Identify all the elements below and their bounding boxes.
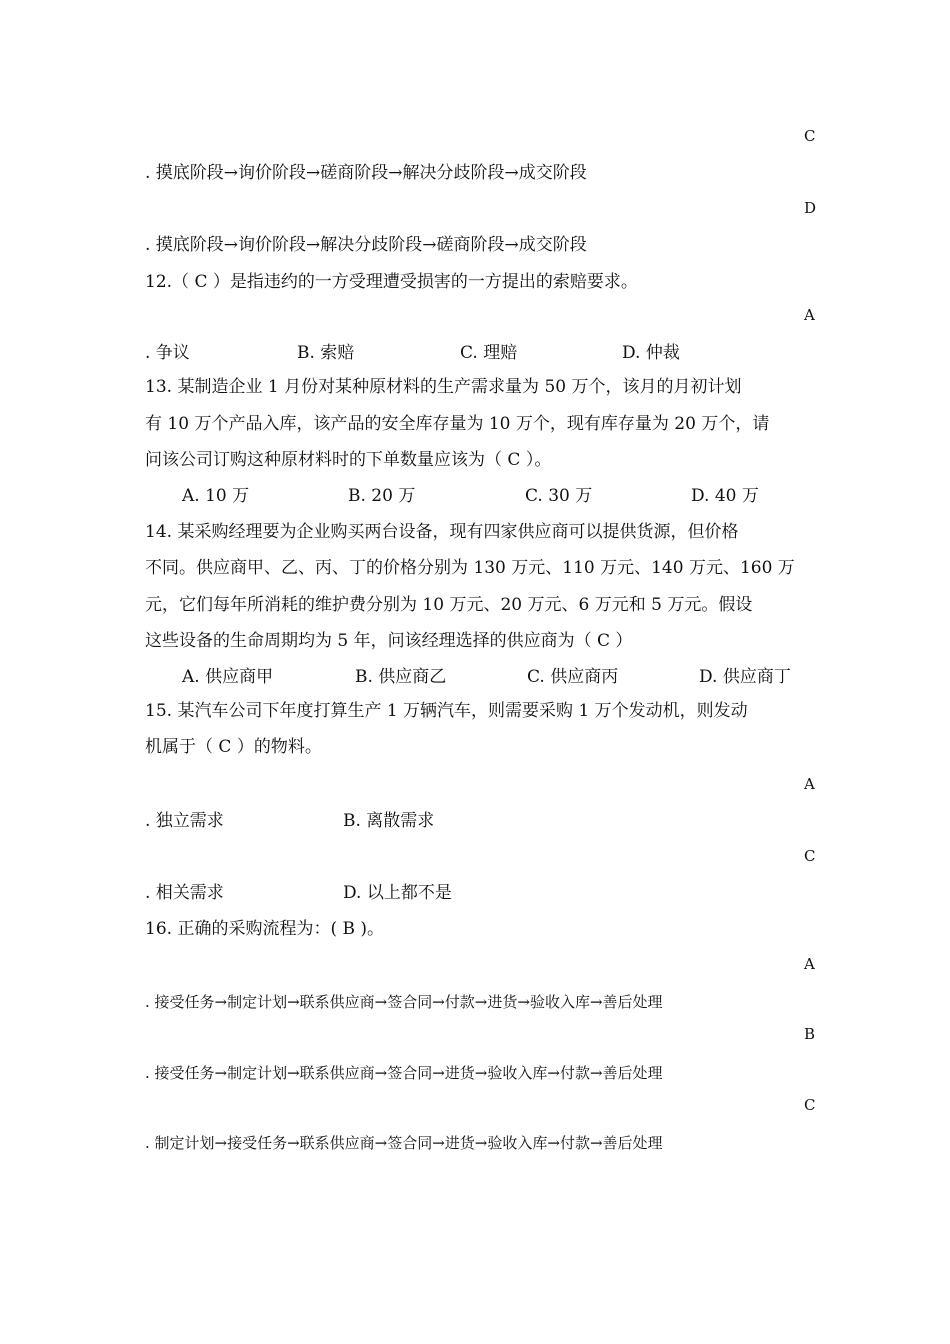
option-letter: A	[804, 306, 815, 324]
q13-option-d: D. 40 万	[691, 486, 759, 506]
q13-line-2: 有 10 万个产品入库，该产品的安全库存量为 10 万个，现有库存量为 20 万个，请	[145, 414, 770, 434]
q12-option-a: . 争议	[145, 343, 190, 363]
q14-line-1: 14. 某采购经理要为企业购买两台设备，现有四家供应商可以提供货源，但价格	[145, 522, 739, 542]
option-letter: D	[804, 199, 817, 217]
q12-option-c: C. 理赔	[460, 343, 518, 363]
q15-option-c: . 相关需求	[145, 883, 224, 903]
option-letter: C	[804, 1096, 816, 1114]
text-line: . 摸底阶段→询价阶段→解决分歧阶段→磋商阶段→成交阶段	[145, 235, 587, 255]
q14-line-2: 不同。供应商甲、乙、丙、丁的价格分别为 130 万元、110 万元、140 万元、160 万	[145, 558, 795, 578]
text-line: . 摸底阶段→询价阶段→磋商阶段→解决分歧阶段→成交阶段	[145, 163, 587, 183]
q14-option-a: A. 供应商甲	[182, 667, 274, 687]
q15-option-a: . 独立需求	[145, 811, 224, 831]
q15-option-b: B. 离散需求	[343, 811, 435, 831]
q14-line-3: 元，它们每年所消耗的维护费分别为 10 万元、20 万元、6 万元和 5 万元。假设	[145, 595, 753, 615]
q14-option-c: C. 供应商丙	[527, 667, 619, 687]
text-line: 15. 某汽车公司下年度打算生产 1 万辆汽车，则需要采购 1 万个发动机，则发动	[145, 701, 748, 721]
option-text: . 接受任务→制定计划→联系供应商→签合同→付款→进货→验收入库→善后处理	[145, 993, 663, 1011]
q13-option-a: A. 10 万	[182, 486, 250, 506]
text-line: 16. 正确的采购流程为：( B )。	[145, 919, 385, 939]
option-text: . 制定计划→接受任务→联系供应商→签合同→进货→验收入库→付款→善后处理	[145, 1134, 663, 1152]
q14-option-b: B. 供应商乙	[355, 667, 447, 687]
q14-option-d: D. 供应商丁	[699, 667, 791, 687]
option-letter: C	[804, 847, 816, 865]
q15-option-d: D. 以上都不是	[343, 883, 452, 903]
option-letter: C	[804, 127, 816, 145]
q12-option-b: B. 索赔	[297, 343, 355, 363]
q13-line-1: 13. 某制造企业 1 月份对某种原材料的生产需求量为 50 万个，该月的月初计划	[145, 377, 742, 397]
option-letter: B	[804, 1025, 816, 1043]
option-text: . 接受任务→制定计划→联系供应商→签合同→进货→验收入库→付款→善后处理	[145, 1064, 663, 1082]
option-letter: A	[804, 955, 815, 973]
q13-option-b: B. 20 万	[348, 486, 416, 506]
option-letter: A	[804, 775, 815, 793]
q13-option-c: C. 30 万	[525, 486, 593, 506]
q12-option-d: D. 仲裁	[622, 343, 680, 363]
q14-line-4: 这些设备的生命周期均为 5 年，问该经理选择的供应商为（ C ）	[145, 631, 633, 651]
text-line: 12.（ C ）是指违约的一方受理遭受损害的一方提出的索赔要求。	[145, 272, 638, 292]
q13-line-3: 问该公司订购这种原材料时的下单数量应该为（ C ）。	[145, 450, 552, 470]
text-line: 机属于（ C ）的物料。	[145, 737, 322, 757]
